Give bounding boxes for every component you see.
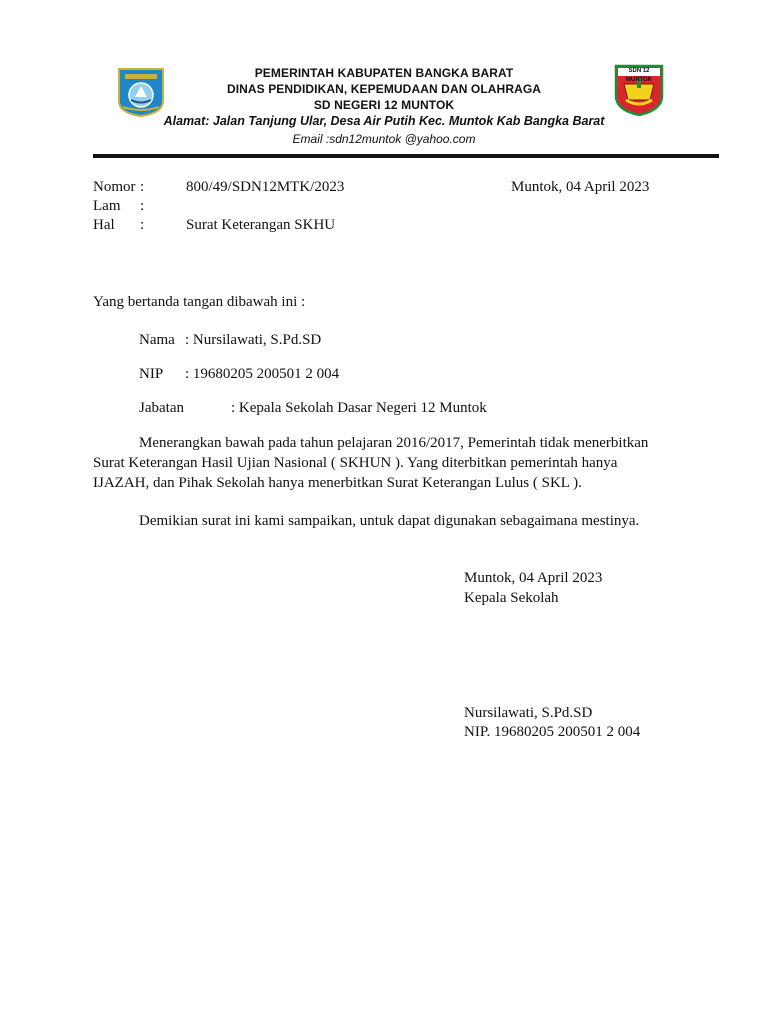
letterhead-address: Alamat: Jalan Tanjung Ular, Desa Air Putih Kec. Muntok Kab Bangka Barat: [163, 114, 605, 128]
letterhead-school: SD NEGERI 12 MUNTOK: [313, 98, 455, 112]
hal-value: Surat Keterangan SKHU: [186, 217, 336, 233]
letter-date: Muntok, 04 April 2023: [511, 179, 650, 195]
letterhead-divider: [93, 154, 719, 158]
statement-line-3: IJAZAH, dan Pihak Sekolah hanya menerbitkan Surat Keterangan Lulus ( SKL ).: [93, 475, 582, 491]
statement-line-2: Surat Keterangan Hasil Ujian Nasional ( SKHUN ). Yang diterbitkan pemerintah hanya: [93, 455, 618, 471]
nip-label: NIP: [139, 366, 164, 382]
signatory-name: Nursilawati, S.Pd.SD: [464, 705, 593, 721]
letterhead-government: PEMERINTAH KABUPATEN BANGKA BARAT: [254, 66, 514, 80]
signatory-nip: NIP. 19680205 200501 2 004: [464, 724, 641, 740]
nomor-value: 800/49/SDN12MTK/2023: [186, 179, 345, 195]
signature-title: Kepala Sekolah: [464, 590, 559, 606]
signature-place-date: Muntok, 04 April 2023: [464, 570, 603, 586]
school-logo-text: SDN 12 MUNTOK: [625, 68, 653, 83]
nama-value: : Nursilawati, S.Pd.SD: [185, 332, 322, 348]
jabatan-label: Jabatan: [139, 400, 184, 416]
nama-label: Nama: [139, 332, 175, 348]
jabatan-value: : Kepala Sekolah Dasar Negeri 12 Muntok: [231, 400, 487, 416]
closing-text: Demikian surat ini kami sampaikan, untuk dapat digunakan sebagaimana mestinya.: [139, 513, 640, 529]
statement-line-1: Menerangkan bawah pada tahun pelajaran 2016/2017, Pemerintah tidak menerbitkan: [139, 435, 649, 451]
lampiran-label: Lam: [93, 198, 121, 214]
letterhead-department: DINAS PENDIDIKAN, KEPEMUDAAN DAN OLAHRAGA: [226, 82, 542, 96]
hal-label: Hal: [93, 217, 115, 233]
letterhead-email: Email :sdn12muntok @yahoo.com: [292, 132, 476, 146]
lampiran-colon: :: [140, 198, 145, 214]
nip-value: : 19680205 200501 2 004: [185, 366, 340, 382]
hal-colon: :: [140, 217, 145, 233]
nomor-colon: :: [140, 179, 145, 195]
intro-text: Yang bertanda tangan dibawah ini :: [93, 294, 306, 310]
nomor-label: Nomor: [93, 179, 136, 195]
